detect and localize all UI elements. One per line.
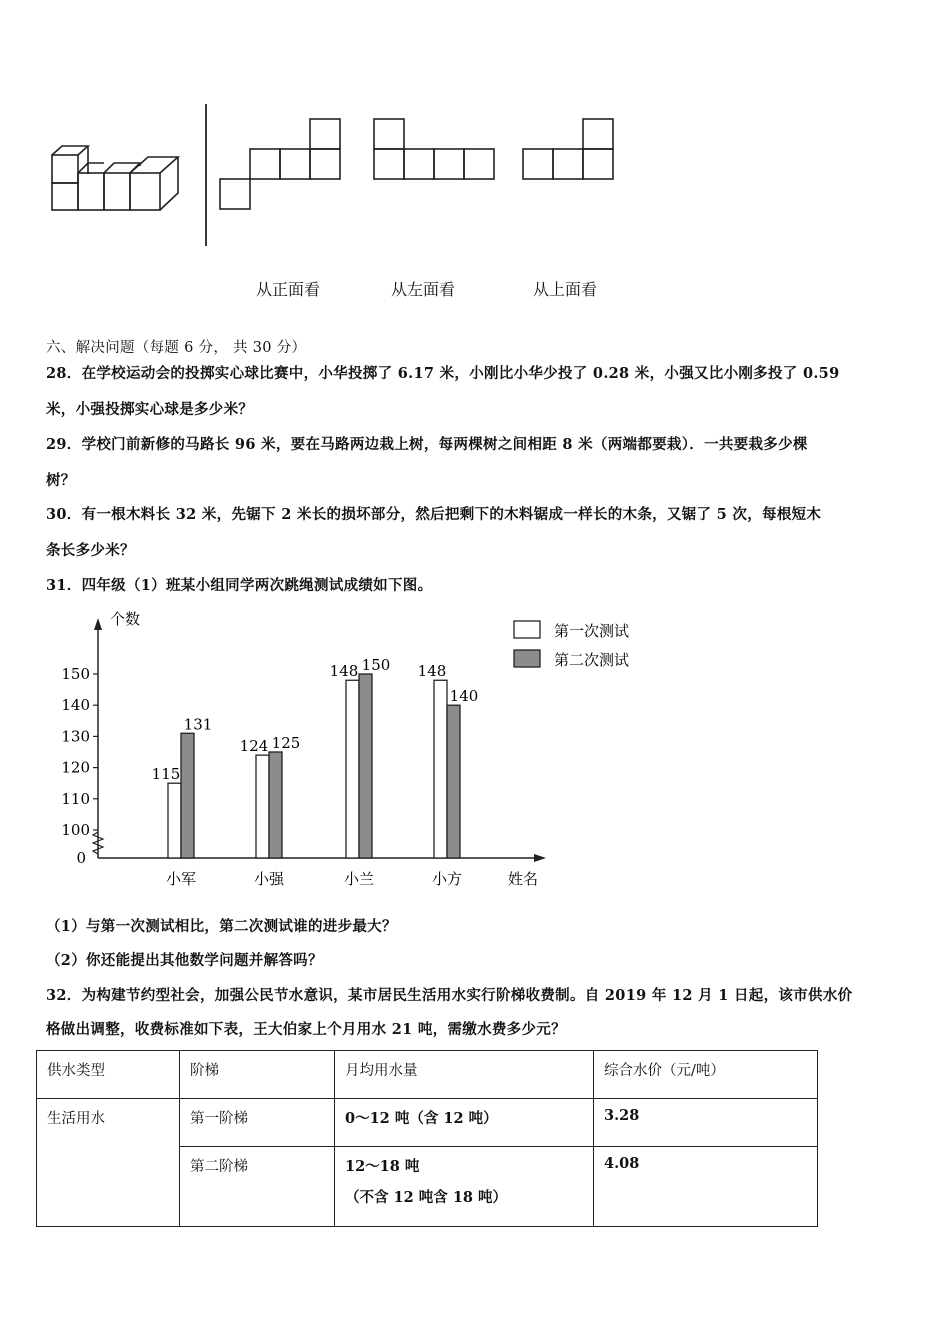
y-tick-label: 100 [61, 821, 90, 839]
y-tick-label: 140 [61, 696, 90, 715]
bar-value-label: 131 [183, 715, 213, 734]
y-tick-label: 120 [61, 758, 90, 777]
table-row [37, 1099, 818, 1147]
left-view [374, 119, 494, 179]
x-axis-arrow [534, 854, 546, 862]
q29-line1: 29．学校门前新修的马路长 96 米，要在马路两边栽上树，每两棵树之间相距 8 米（两端都要栽）．一共要栽多少棵 [46, 436, 808, 453]
bar-value-label: 150 [361, 656, 391, 674]
legend-label-first: 第一次测试 [554, 622, 630, 640]
x-category-label: 小方 [431, 870, 463, 888]
q28-line2: 米，小强投掷实心球是多少米？ [46, 401, 254, 418]
header-cell: 月均用水量 [335, 1051, 594, 1099]
q29-line2: 树？ [46, 472, 76, 489]
legend-label-second: 第二次测试 [554, 651, 630, 669]
amount-cell [335, 1147, 594, 1227]
top-view-label: 从上面看 [533, 280, 598, 299]
tier-cell: 第一阶梯 [180, 1099, 335, 1147]
q28-line1: 28．在学校运动会的投掷实心球比赛中，小华投掷了 6.17 米，小刚比小华少投了 0.28 米，小强又比小刚多投了 0.59 [46, 365, 840, 382]
x-axis-title: 姓名 [508, 870, 539, 888]
q30-line2: 条长多少米？ [46, 542, 135, 559]
header-cell: 供水类型 [37, 1051, 180, 1099]
bar-first-test [434, 680, 447, 858]
q30-line1: 30．有一根木料长 32 米，先锯下 2 米长的损坏部分，然后把剩下的木料锯成一样长的木条，又锯了 5 次，每根短木 [46, 506, 822, 523]
x-category-label: 小兰 [343, 870, 375, 888]
bar-first-test [168, 783, 181, 858]
price-cell: 4.08 [594, 1147, 818, 1227]
supply-type-cell: 生活用水 [37, 1099, 180, 1227]
amount-note: （不含 12 吨含 18 吨） [345, 1189, 508, 1206]
bar-first-test [346, 680, 359, 858]
bar-value-label: 115 [151, 765, 181, 784]
y-axis-arrow [94, 618, 102, 630]
legend-swatch-second [514, 650, 540, 667]
bar-first-test [256, 755, 269, 858]
three-view-figure [40, 100, 640, 260]
q32-line2: 格做出调整，收费标准如下表，王大伯家上个月用水 21 吨，需缴水费多少元？ [46, 1021, 566, 1038]
x-category-label: 小强 [253, 870, 285, 888]
q31-intro: 31．四年级（1）班某小组同学两次跳绳测试成绩如下图。 [46, 577, 433, 594]
amount-cell: 0～12 吨（含 12 吨） [335, 1099, 594, 1147]
bar-second-test [181, 733, 194, 858]
bar-value-label: 124 [239, 737, 269, 756]
header-cell: 阶梯 [180, 1051, 335, 1099]
bar-value-label: 125 [271, 734, 301, 752]
bar-value-label: 140 [449, 687, 479, 706]
q32-line1: 32．为构建节约型社会，加强公民节水意识，某市居民生活用水实行阶梯收费制。自 2019 年 12 月 1 日起，该市供水价 [46, 987, 853, 1004]
amount-range: 12～18 吨 [345, 1158, 420, 1175]
water-price-table [36, 1050, 818, 1227]
top-view [523, 119, 613, 179]
bar-second-test [447, 705, 460, 858]
y-axis-title: 个数 [110, 610, 141, 628]
front-view-label: 从正面看 [256, 280, 321, 299]
front-view [220, 119, 340, 209]
jump-rope-chart [60, 600, 630, 895]
header-cell: 综合水价（元/吨） [594, 1051, 818, 1099]
bar-second-test [269, 752, 282, 858]
q31-sub1: （1）与第一次测试相比，第二次测试谁的进步最大？ [46, 918, 397, 935]
y-tick-label: 110 [61, 789, 90, 808]
q31-sub2: （2）你还能提出其他数学问题并解答吗？ [46, 952, 323, 969]
table-header-row [37, 1051, 818, 1099]
bar-value-label: 148 [417, 662, 447, 681]
tier-cell: 第二阶梯 [180, 1147, 335, 1227]
left-view-label: 从左面看 [391, 280, 456, 299]
y-tick-label: 130 [61, 727, 90, 746]
legend-swatch-first [514, 621, 540, 638]
bar-value-label: 148 [329, 662, 359, 681]
x-category-label: 小军 [165, 870, 197, 888]
price-cell: 3.28 [594, 1099, 818, 1147]
y-tick-label: 0 [76, 849, 86, 867]
y-tick-label: 150 [61, 665, 90, 683]
cube-solid [52, 146, 178, 210]
section-title: 六、解决问题（每题 6 分， 共 30 分） [46, 340, 307, 356]
bar-second-test [359, 674, 372, 858]
